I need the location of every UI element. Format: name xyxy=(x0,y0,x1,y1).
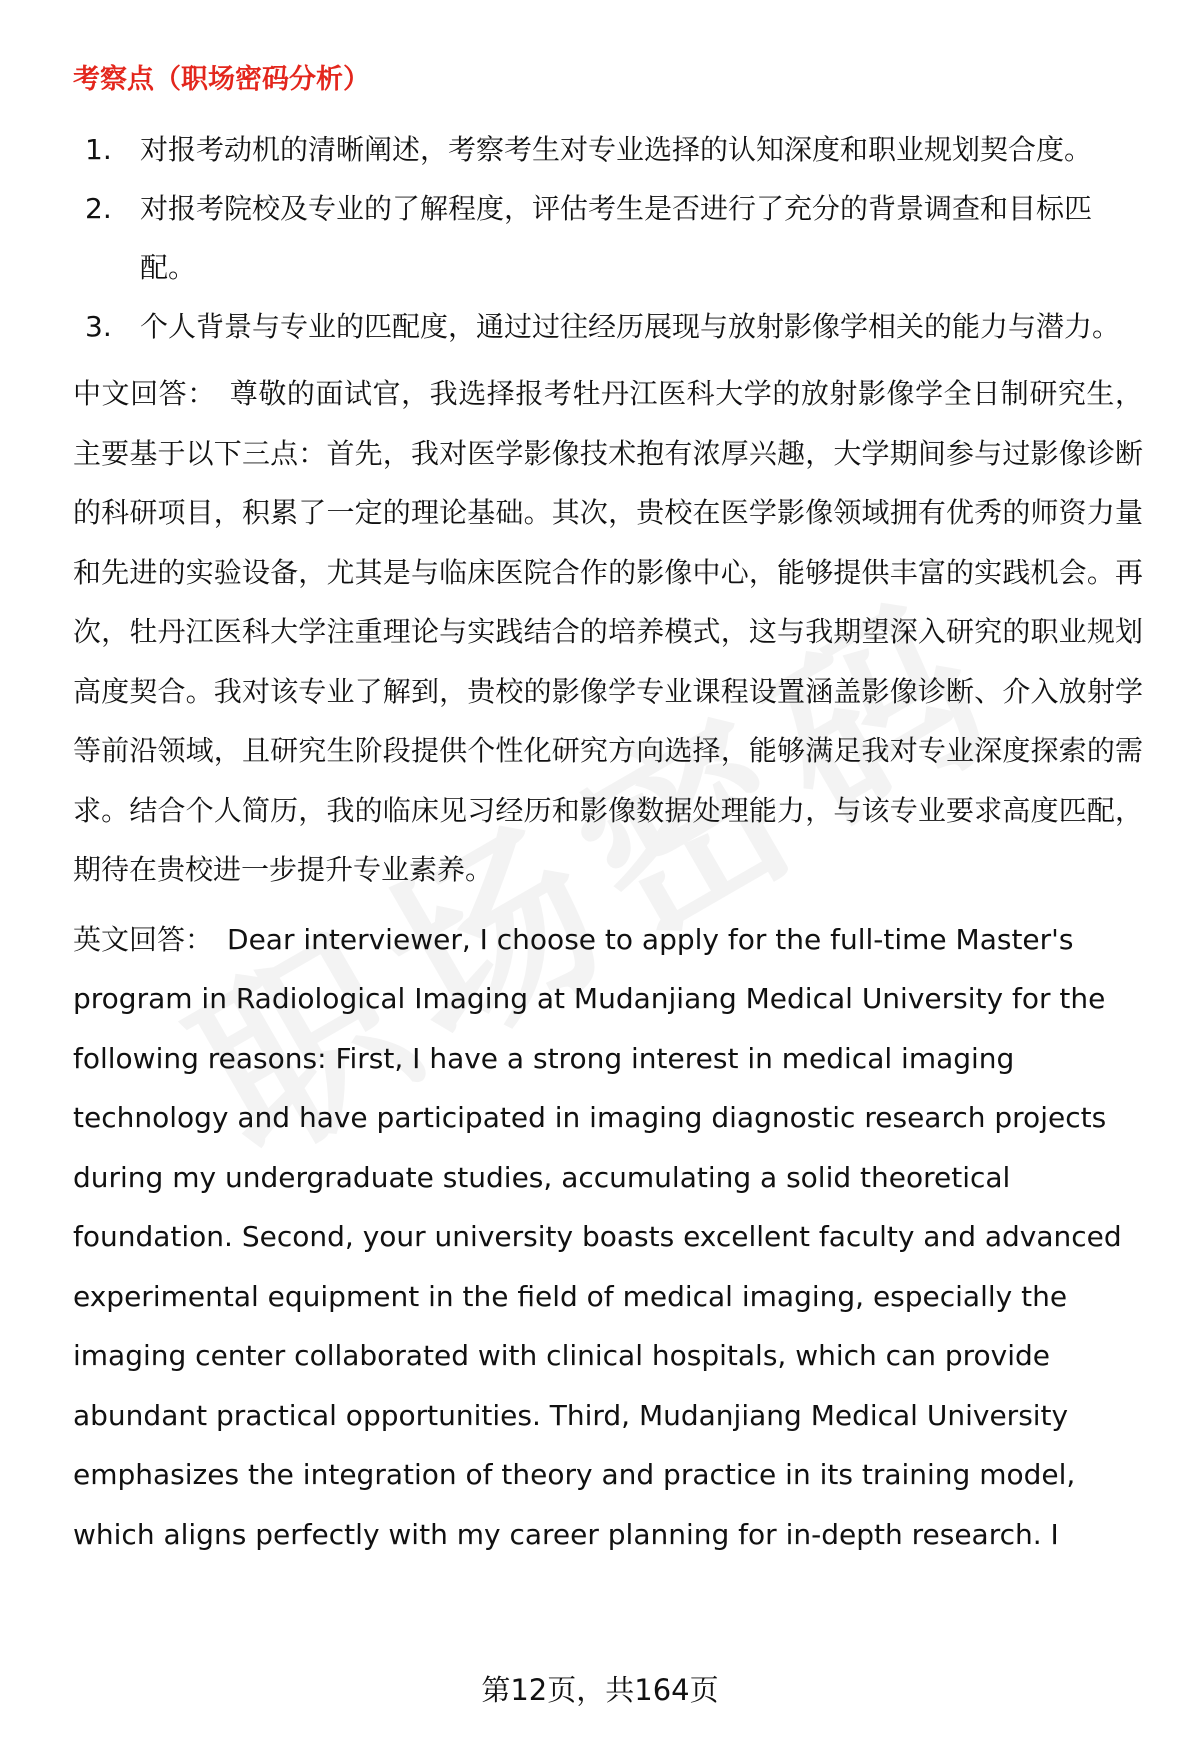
page-content xyxy=(73,52,1143,1564)
section-heading: 考察点（职场密码分析） xyxy=(73,64,370,95)
assessment-points-list xyxy=(73,120,1143,356)
chinese-answer-label: 中文回答： xyxy=(73,377,216,410)
list-item-number: 2. xyxy=(85,192,112,225)
list-item-text: 对报考动机的清晰阐述，考察考生对专业选择的认知深度和职业规划契合度。 xyxy=(140,133,1093,166)
list-item-text: 个人背景与专业的匹配度，通过过往经历展现与放射影像学相关的能力与潜力。 xyxy=(140,310,1121,343)
english-answer-paragraph xyxy=(73,910,1143,1565)
chinese-answer-text: 尊敬的面试官，我选择报考牡丹江医科大学的放射影像学全日制研究生，主要基于以下三点：首先，我对医学影像技术抱有浓厚兴趣，大学期间参与过影像诊断的科研项目，积累了一定的理论基础。其次，贵校在医学影像领域拥有优秀的师资力量和先进的实验设备，尤其是与临床医院合作的影像中心，能够提供丰富的实践机会。再次，牡丹江医科大学注重理论与实践结合的培养模式，这与我期望深入研究的职业规划高度契合。我对该专业了解到，贵校的影像学专业课程设置涵盖影像诊断、介入放射学等前沿领域，且研究生阶段提供个性化研究方向选择，能够满足我对专业深度探索的需求。结合个人简历，我的临床见习经历和影像数据处理能力，与该专业要求高度匹配，期待在贵校进一步提升专业素养。 xyxy=(73,377,1143,886)
list-item-text: 对报考院校及专业的了解程度，评估考生是否进行了充分的背景调查和目标匹配。 xyxy=(140,192,1093,284)
list-item xyxy=(85,179,1143,297)
list-item-number: 3. xyxy=(85,310,112,343)
english-answer-label: 英文回答： xyxy=(73,922,214,956)
page-number-footer: 第12页，共164页 xyxy=(481,1673,719,1707)
list-item xyxy=(85,120,1143,179)
english-answer-text: Dear interviewer, I choose to apply for the full-time Master's program in Radiological Imaging at Mudanjiang Medical University for the following reasons: First, I have a strong interest in medical imaging technology and have participated in imaging diagnostic research projects during my undergraduate studies, accumulating a solid theoretical foundation. Second, your university boasts excellent faculty and advanced experimental equipment in the field of medical imaging, especially the imaging center collaborated with clinical hospitals, which can provide abundant practical opportunities. Third, Mudanjiang Medical University emphasizes the integration of theory and practice in its training model, which aligns perfectly with my career planning for in-depth research. I xyxy=(73,922,1122,1551)
chinese-answer-paragraph xyxy=(73,364,1143,900)
list-item xyxy=(85,297,1143,356)
list-item-number: 1. xyxy=(85,133,112,166)
